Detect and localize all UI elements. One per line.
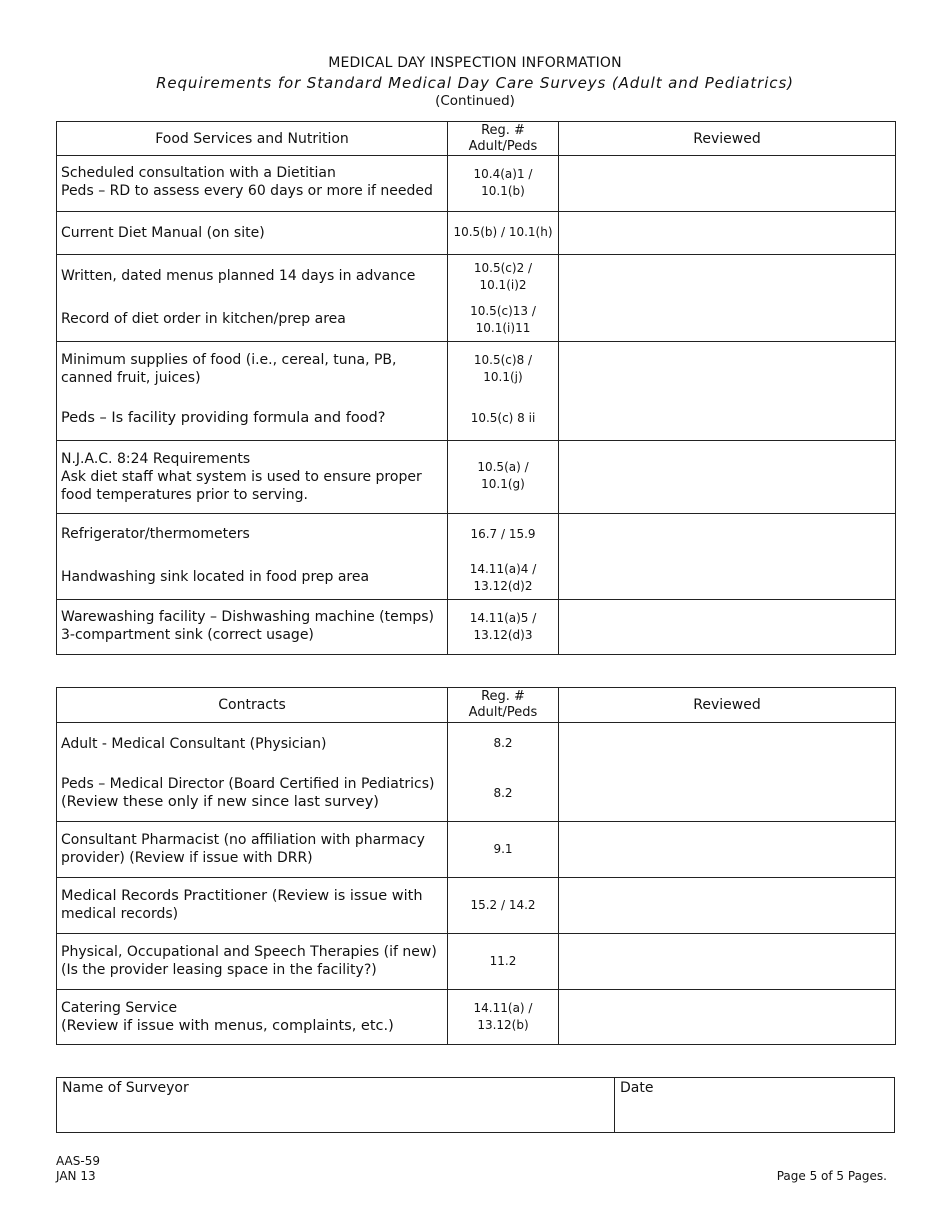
requirement-cell: Medical Records Practitioner (Review is issue with medical records) <box>57 878 448 934</box>
reviewed-cell[interactable] <box>559 934 896 990</box>
table-row <box>57 934 896 990</box>
reviewed-cell[interactable] <box>559 514 896 600</box>
requirement-cell: Physical, Occupational and Speech Therapies (if new) (Is the provider leasing space in the facility?) <box>57 934 448 990</box>
requirement-cell: Current Diet Manual (on site) <box>57 212 448 255</box>
reviewed-cell[interactable] <box>559 156 896 212</box>
requirement-cell: Minimum supplies of food (i.e., cereal, tuna, PB, canned fruit, juices) Peds – Is facility providing formula and food? <box>57 342 448 441</box>
requirement-cell: Consultant Pharmacist (no affiliation with pharmacy provider) (Review if issue with DRR) <box>57 822 448 878</box>
reviewed-cell[interactable] <box>559 878 896 934</box>
reviewed-cell[interactable] <box>559 822 896 878</box>
column-header-contracts: Contracts <box>57 688 448 723</box>
requirement-cell: Refrigerator/thermometers Handwashing sink located in food prep area <box>57 514 448 600</box>
column-header-reviewed: Reviewed <box>559 688 896 723</box>
requirement-cell: Adult - Medical Consultant (Physician) Peds – Medical Director (Board Certified in Pediatrics) (Review these only if new since last survey) <box>57 723 448 822</box>
reviewed-cell[interactable] <box>559 990 896 1045</box>
reg-number-cell: 10.5(c)8 / 10.1(j) 10.5(c) 8 ii <box>448 342 559 441</box>
surveyor-name-field[interactable]: Name of Surveyor <box>62 1080 189 1096</box>
reviewed-cell[interactable] <box>559 441 896 514</box>
document-title: MEDICAL DAY INSPECTION INFORMATION <box>328 55 622 71</box>
table-row <box>57 212 896 255</box>
table-row <box>57 600 896 655</box>
date-field[interactable]: Date <box>620 1080 654 1096</box>
reviewed-cell[interactable] <box>559 723 896 822</box>
reg-number-cell: 10.4(a)1 / 10.1(b) <box>448 156 559 212</box>
column-header-reg: Reg. # Adult/Peds <box>448 688 559 723</box>
requirement-cell: N.J.A.C. 8:24 Requirements Ask diet staff what system is used to ensure proper food temperatures prior to serving. <box>57 441 448 514</box>
reg-number-cell: 10.5(c)2 / 10.1(i)2 10.5(c)13 / 10.1(i)11 <box>448 255 559 342</box>
reg-number-cell: 10.5(a) / 10.1(g) <box>448 441 559 514</box>
column-header-food-services: Food Services and Nutrition <box>57 122 448 156</box>
continued-label: (Continued) <box>435 93 515 109</box>
table-header-row <box>57 688 896 723</box>
reg-number-cell: 14.11(a)5 / 13.12(d)3 <box>448 600 559 655</box>
form-identifier: AAS-59 JAN 13 <box>56 1154 100 1183</box>
reviewed-cell[interactable] <box>559 255 896 342</box>
table-row <box>57 342 896 441</box>
reg-number-cell: 14.11(a) / 13.12(b) <box>448 990 559 1045</box>
table-row <box>57 514 896 600</box>
reg-number-cell: 8.2 8.2 <box>448 723 559 822</box>
surveyor-signature-box <box>56 1077 895 1133</box>
reviewed-cell[interactable] <box>559 342 896 441</box>
table-row <box>57 822 896 878</box>
reg-number-cell: 15.2 / 14.2 <box>448 878 559 934</box>
document-subtitle: Requirements for Standard Medical Day Care Surveys (Adult and Pediatrics) <box>156 74 794 92</box>
requirement-cell: Warewashing facility – Dishwashing machine (temps) 3-compartment sink (correct usage) <box>57 600 448 655</box>
food-services-table <box>56 121 896 655</box>
table-row <box>57 255 896 342</box>
reviewed-cell[interactable] <box>559 600 896 655</box>
reg-number-cell: 9.1 <box>448 822 559 878</box>
reg-number-cell: 11.2 <box>448 934 559 990</box>
contracts-table <box>56 687 896 1045</box>
signature-divider <box>614 1078 615 1132</box>
column-header-reg: Reg. # Adult/Peds <box>448 122 559 156</box>
column-header-reviewed: Reviewed <box>559 122 896 156</box>
reg-number-cell: 10.5(b) / 10.1(h) <box>448 212 559 255</box>
requirement-cell: Written, dated menus planned 14 days in advance Record of diet order in kitchen/prep area <box>57 255 448 342</box>
page-number: Page 5 of 5 Pages. <box>776 1169 887 1183</box>
reg-number-cell: 16.7 / 15.9 14.11(a)4 / 13.12(d)2 <box>448 514 559 600</box>
reviewed-cell[interactable] <box>559 212 896 255</box>
table-row <box>57 878 896 934</box>
table-row <box>57 156 896 212</box>
requirement-cell: Scheduled consultation with a Dietitian Peds – RD to assess every 60 days or more if needed <box>57 156 448 212</box>
table-header-row <box>57 122 896 156</box>
table-row <box>57 723 896 822</box>
table-row <box>57 441 896 514</box>
table-row <box>57 990 896 1045</box>
requirement-cell: Catering Service (Review if issue with menus, complaints, etc.) <box>57 990 448 1045</box>
